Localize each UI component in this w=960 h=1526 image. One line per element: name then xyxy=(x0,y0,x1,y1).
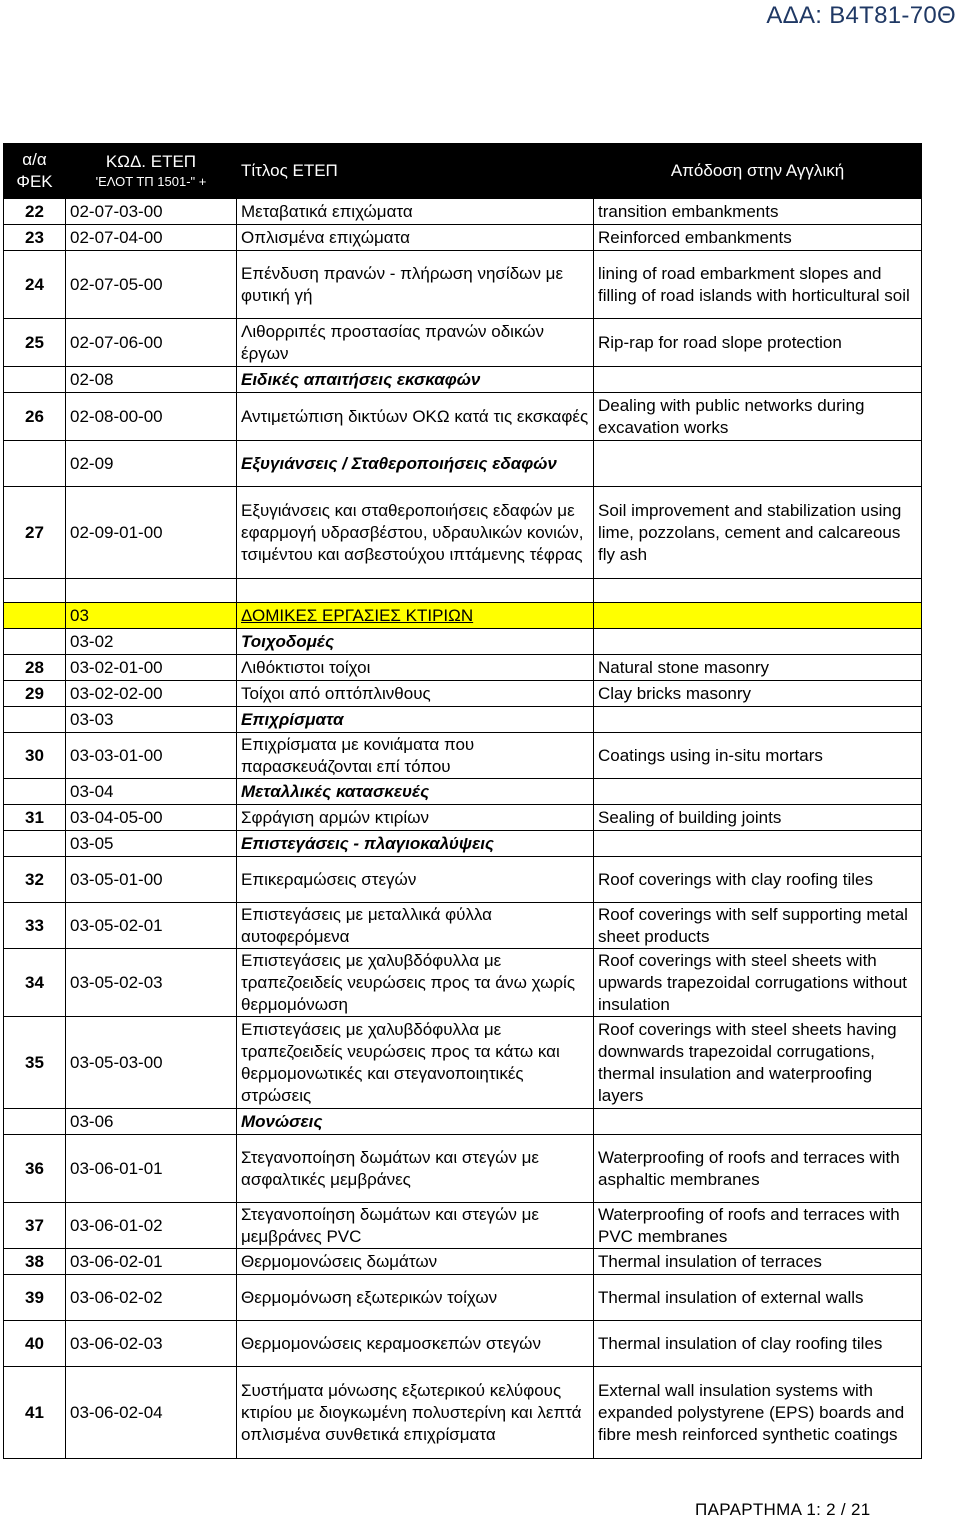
row-number xyxy=(4,831,66,857)
table-row xyxy=(4,487,922,579)
row-title-en xyxy=(594,367,922,393)
row-title-en: transition embankments xyxy=(594,199,922,225)
row-number: 37 xyxy=(4,1203,66,1249)
row-title-en: Sealing of building joints xyxy=(594,805,922,831)
row-title-en: Thermal insulation of external walls xyxy=(594,1275,922,1321)
row-number: 24 xyxy=(4,251,66,319)
row-number: 35 xyxy=(4,1017,66,1109)
row-number: 38 xyxy=(4,1249,66,1275)
table-row xyxy=(4,1321,922,1367)
row-title-en: Waterproofing of roofs and terraces with PVC membranes xyxy=(594,1203,922,1249)
row-title-gr: Θερμομονώσεις κεραμοσκεπών στεγών xyxy=(237,1321,594,1367)
row-code: 03-05-02-03 xyxy=(66,949,237,1017)
row-code xyxy=(66,579,237,603)
row-title-en: Waterproofing of roofs and terraces with asphaltic membranes xyxy=(594,1135,922,1203)
row-title-gr: Στεγανοποίηση δωμάτων και στεγών με ασφαλτικές μεμβράνες xyxy=(237,1135,594,1203)
row-code: 03-06-02-03 xyxy=(66,1321,237,1367)
row-number: 31 xyxy=(4,805,66,831)
row-title-en: lining of road embarkment slopes and filling of road islands with horticultural soil xyxy=(594,251,922,319)
row-title-en: Roof coverings with clay roofing tiles xyxy=(594,857,922,903)
section-row xyxy=(4,629,922,655)
row-title-en xyxy=(594,579,922,603)
row-title-en xyxy=(594,779,922,805)
row-title-en: Roof coverings with steel sheets having downwards trapezoidal corrugations, thermal insulation and waterproofing layers xyxy=(594,1017,922,1109)
table-header-row xyxy=(4,144,922,199)
row-code: 02-07-06-00 xyxy=(66,319,237,367)
spacer-row xyxy=(4,579,922,603)
row-title-en xyxy=(594,707,922,733)
row-code: 03-03-01-00 xyxy=(66,733,237,779)
row-number xyxy=(4,441,66,487)
row-title-gr: Μεταλλικές κατασκευές xyxy=(237,779,594,805)
row-title-en xyxy=(594,1109,922,1135)
table-row xyxy=(4,1249,922,1275)
row-number xyxy=(4,1109,66,1135)
row-code: 03-06-02-04 xyxy=(66,1367,237,1459)
row-code: 03-04-05-00 xyxy=(66,805,237,831)
row-title-en: Roof coverings with steel sheets with upwards trapezoidal corrugations without insulation xyxy=(594,949,922,1017)
row-title-en xyxy=(594,831,922,857)
row-number xyxy=(4,367,66,393)
row-code: 03-05 xyxy=(66,831,237,857)
row-title-en: Dealing with public networks during excavation works xyxy=(594,393,922,441)
table-row xyxy=(4,199,922,225)
row-title-gr: Λιθορριπές προστασίας πρανών οδικών έργων xyxy=(237,319,594,367)
row-code: 03-02 xyxy=(66,629,237,655)
header-number: α/α ΦΕΚ xyxy=(4,144,66,199)
table-row xyxy=(4,1203,922,1249)
section-row xyxy=(4,1109,922,1135)
row-title-en: Clay bricks masonry xyxy=(594,681,922,707)
row-code: 03-03 xyxy=(66,707,237,733)
row-title-gr: Θερμομονώσεις δωμάτων xyxy=(237,1249,594,1275)
row-number: 26 xyxy=(4,393,66,441)
row-title-gr: Τοιχοδομές xyxy=(237,629,594,655)
row-code: 03 xyxy=(66,603,237,629)
row-title-gr: ΔΟΜΙΚΕΣ ΕΡΓΑΣΙΕΣ ΚΤΙΡΙΩΝ xyxy=(237,603,594,629)
row-title-gr: Επικεραμώσεις στεγών xyxy=(237,857,594,903)
row-title-en: Thermal insulation of clay roofing tiles xyxy=(594,1321,922,1367)
row-code: 03-04 xyxy=(66,779,237,805)
row-title-gr: Θερμομόνωση εξωτερικών τοίχων xyxy=(237,1275,594,1321)
page-footer: ΠΑΡΑΡΤΗΜΑ 1: 2 / 21 xyxy=(695,1500,871,1519)
row-code: 03-05-02-01 xyxy=(66,903,237,949)
section-row xyxy=(4,831,922,857)
row-title-gr: Μεταβατικά επιχώματα xyxy=(237,199,594,225)
row-title-gr: Στεγανοποίηση δωμάτων και στεγών με μεμβράνες PVC xyxy=(237,1203,594,1249)
row-number xyxy=(4,603,66,629)
row-title-gr: Οπλισμένα επιχώματα xyxy=(237,225,594,251)
row-title-en: Thermal insulation of terraces xyxy=(594,1249,922,1275)
row-number: 36 xyxy=(4,1135,66,1203)
row-title-en xyxy=(594,629,922,655)
row-code: 03-06-02-02 xyxy=(66,1275,237,1321)
table-row xyxy=(4,805,922,831)
row-code: 02-09 xyxy=(66,441,237,487)
row-title-gr: Επιχρίσματα xyxy=(237,707,594,733)
row-title-gr: Εξυγιάνσεις / Σταθεροποιήσεις εδαφών xyxy=(237,441,594,487)
row-code: 03-05-03-00 xyxy=(66,1017,237,1109)
row-number: 33 xyxy=(4,903,66,949)
row-title-gr: Εξυγιάνσεις και σταθεροποιήσεις εδαφών με εφαρμογή υδρασβέστου, υδραυλικών κονιών, τσιμέντου και ασβεστούχου ιπτάμενης τέφρας xyxy=(237,487,594,579)
header-title-en: Απόδοση στην Αγγλική xyxy=(594,144,922,199)
row-title-gr: Επιστεγάσεις με χαλυβδόφυλλα με τραπεζοειδείς νευρώσεις προς τα άνω χωρίς θερμομόνωση xyxy=(237,949,594,1017)
section-row xyxy=(4,779,922,805)
row-title-gr: Επιστεγάσεις - πλαγιοκαλύψεις xyxy=(237,831,594,857)
row-number: 32 xyxy=(4,857,66,903)
ada-code: ΑΔΑ: Β4Τ81-70Θ xyxy=(766,2,956,29)
row-title-gr: Επιχρίσματα με κονιάματα που παρασκευάζονται επί τόπου xyxy=(237,733,594,779)
row-number: 39 xyxy=(4,1275,66,1321)
row-title-gr: Λιθόκτιστοι τοίχοι xyxy=(237,655,594,681)
header-code: ΚΩΔ. ΕΤΕΠ 'ΕΛΟΤ ΤΠ 1501-" + xyxy=(66,144,237,199)
row-code: 03-06 xyxy=(66,1109,237,1135)
section-row xyxy=(4,441,922,487)
row-title-gr: Τοίχοι από οπτόπλινθους xyxy=(237,681,594,707)
row-title-en: Natural stone masonry xyxy=(594,655,922,681)
table-row xyxy=(4,251,922,319)
row-code: 03-06-01-02 xyxy=(66,1203,237,1249)
row-title-gr: Επένδυση πρανών - πλήρωση νησίδων με φυτική γή xyxy=(237,251,594,319)
row-title-gr xyxy=(237,579,594,603)
header-title-gr: Τίτλος ΕΤΕΠ xyxy=(237,144,594,199)
section-row xyxy=(4,707,922,733)
row-title-en: Soil improvement and stabilization using lime, pozzolans, cement and calcareous fly ash xyxy=(594,487,922,579)
row-code: 02-08-00-00 xyxy=(66,393,237,441)
row-number xyxy=(4,779,66,805)
table-row xyxy=(4,655,922,681)
row-number xyxy=(4,579,66,603)
row-title-gr: Ειδικές απαιτήσεις εκσκαφών xyxy=(237,367,594,393)
row-title-en: Coatings using in-situ mortars xyxy=(594,733,922,779)
table-row xyxy=(4,319,922,367)
row-number: 29 xyxy=(4,681,66,707)
table-row xyxy=(4,1367,922,1459)
row-title-gr: Συστήματα μόνωσης εξωτερικού κελύφους κτιρίου με διογκωμένη πολυστερίνη και λεπτά οπλισμένα συνθετικά επιχρίσματα xyxy=(237,1367,594,1459)
table-row xyxy=(4,857,922,903)
chapter-row xyxy=(4,603,922,629)
row-title-en: External wall insulation systems with expanded polystyrene (EPS) boards and fibre mesh reinforced synthetic coatings xyxy=(594,1367,922,1459)
table-row xyxy=(4,1135,922,1203)
row-code: 03-06-02-01 xyxy=(66,1249,237,1275)
row-title-en: Reinforced embankments xyxy=(594,225,922,251)
table-row xyxy=(4,681,922,707)
row-number: 25 xyxy=(4,319,66,367)
row-code: 03-06-01-01 xyxy=(66,1135,237,1203)
table-row xyxy=(4,393,922,441)
row-number: 40 xyxy=(4,1321,66,1367)
row-code: 03-05-01-00 xyxy=(66,857,237,903)
row-title-gr: Σφράγιση αρμών κτιρίων xyxy=(237,805,594,831)
table-row xyxy=(4,1275,922,1321)
table-row xyxy=(4,733,922,779)
row-number: 30 xyxy=(4,733,66,779)
row-code: 02-07-04-00 xyxy=(66,225,237,251)
table-row xyxy=(4,903,922,949)
table-row xyxy=(4,225,922,251)
row-code: 02-08 xyxy=(66,367,237,393)
row-title-gr: Επιστεγάσεις με χαλυβδόφυλλα με τραπεζοειδείς νευρώσεις προς τα κάτω και θερμομονωτικές και στεγανοποιητικές στρώσεις xyxy=(237,1017,594,1109)
row-number: 22 xyxy=(4,199,66,225)
row-title-en xyxy=(594,603,922,629)
row-code: 02-09-01-00 xyxy=(66,487,237,579)
row-title-gr: Επιστεγάσεις με μεταλλικά φύλλα αυτοφερόμενα xyxy=(237,903,594,949)
table-row xyxy=(4,1017,922,1109)
row-title-en: Rip-rap for road slope protection xyxy=(594,319,922,367)
row-number: 27 xyxy=(4,487,66,579)
row-number xyxy=(4,707,66,733)
row-number: 34 xyxy=(4,949,66,1017)
row-title-gr: Αντιμετώπιση δικτύων ΟΚΩ κατά τις εκσκαφές xyxy=(237,393,594,441)
section-row xyxy=(4,367,922,393)
table-row xyxy=(4,949,922,1017)
row-code: 03-02-01-00 xyxy=(66,655,237,681)
row-number: 23 xyxy=(4,225,66,251)
row-code: 03-02-02-00 xyxy=(66,681,237,707)
row-title-en: Roof coverings with self supporting metal sheet products xyxy=(594,903,922,949)
row-title-en xyxy=(594,441,922,487)
row-number: 41 xyxy=(4,1367,66,1459)
row-code: 02-07-03-00 xyxy=(66,199,237,225)
row-number xyxy=(4,629,66,655)
row-title-gr: Μονώσεις xyxy=(237,1109,594,1135)
etep-table xyxy=(3,143,922,1459)
row-number: 28 xyxy=(4,655,66,681)
row-code: 02-07-05-00 xyxy=(66,251,237,319)
